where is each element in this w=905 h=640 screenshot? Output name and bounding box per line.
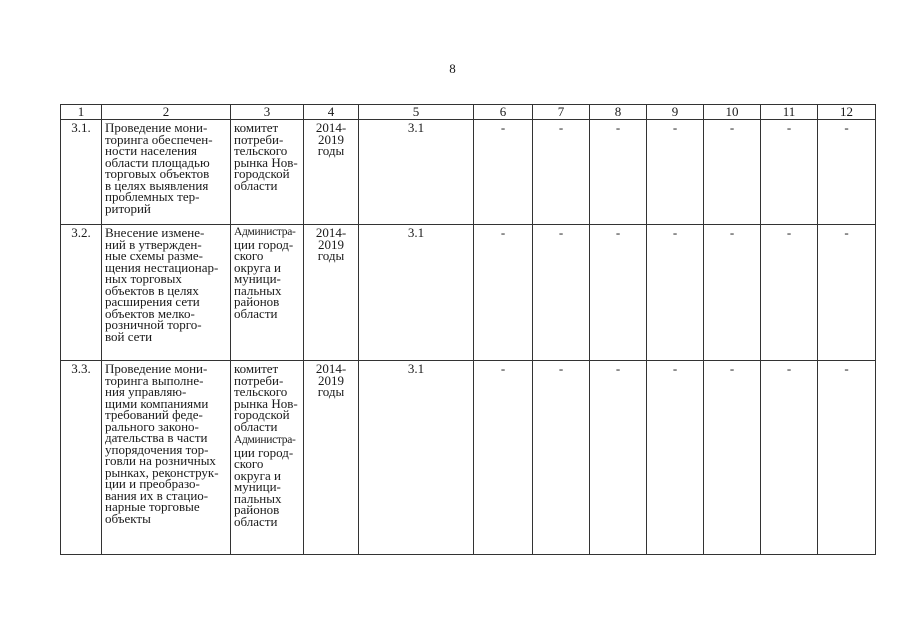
table-row xyxy=(61,120,876,225)
description-line: дательства в части xyxy=(105,430,208,445)
description-line: рального законо- xyxy=(105,418,199,434)
description-line: ния управляю- xyxy=(105,384,187,399)
value-cell-8: - xyxy=(590,361,647,555)
row-number: 3.3. xyxy=(61,361,102,555)
executor-line: Администра- xyxy=(234,226,296,238)
value-cell-12: - xyxy=(818,225,876,361)
description-line: рынках, реконструк- xyxy=(105,464,219,480)
description-line: объектов в целях xyxy=(105,282,199,298)
period-line: 2014- xyxy=(315,120,347,135)
executor-line: округа и xyxy=(234,259,281,275)
row-number: 3.1. xyxy=(61,120,102,225)
executor-line: области xyxy=(234,418,278,434)
executor-line: области xyxy=(234,513,278,529)
target-indicator: 3.1 xyxy=(359,361,474,555)
column-header-1: 1 xyxy=(61,105,102,120)
description-line: вания их в стацио- xyxy=(105,487,209,503)
executor-line: муници- xyxy=(234,271,281,286)
executor-block xyxy=(234,227,302,319)
executor-line: пальных xyxy=(234,282,282,298)
description-line: ных торговых xyxy=(105,271,182,286)
description-line: расширения сети xyxy=(105,294,200,309)
description-line: нарные торговые xyxy=(105,499,200,514)
executor-line: городской xyxy=(234,407,290,422)
executor-line: районов xyxy=(234,294,280,309)
executor-line: области xyxy=(234,177,278,193)
period-line: 2019 xyxy=(318,236,344,252)
table-row xyxy=(61,225,876,361)
table-body xyxy=(61,120,876,555)
value-cell-12: - xyxy=(818,120,876,225)
executor-line: области xyxy=(234,305,278,321)
value-cell-9: - xyxy=(647,361,704,555)
executor-line: тельского xyxy=(234,384,288,399)
description-line: требований феде- xyxy=(105,407,203,422)
value-cell-6: - xyxy=(474,361,533,555)
column-header-10: 10 xyxy=(704,105,761,120)
executor-line: Администра- xyxy=(234,434,296,446)
table-row xyxy=(61,361,876,555)
column-header-5: 5 xyxy=(359,105,474,120)
period-line: 2019 xyxy=(318,131,344,147)
executor-line: ского xyxy=(234,456,264,471)
column-header-3: 3 xyxy=(231,105,304,120)
executor-line: округа и xyxy=(234,467,281,483)
value-cell-11: - xyxy=(761,361,818,555)
period-line: 2014- xyxy=(315,225,347,240)
period-cell xyxy=(304,361,359,555)
value-cell-9: - xyxy=(647,120,704,225)
executor-line: ции город- xyxy=(234,236,294,252)
activity-description xyxy=(102,225,231,361)
description-line: объекты xyxy=(105,510,151,526)
executor-line: ции город- xyxy=(234,444,294,460)
description-line: торинга обеспечен- xyxy=(105,131,213,147)
value-cell-7: - xyxy=(533,225,590,361)
executor-block xyxy=(234,122,302,191)
program-table xyxy=(60,104,876,555)
executor-cell xyxy=(231,225,304,361)
executor-line: муници- xyxy=(234,479,281,494)
description-line: ции и преобразо- xyxy=(105,476,200,491)
value-cell-11: - xyxy=(761,120,818,225)
description-line: упорядочения тор- xyxy=(105,441,209,457)
description-line: вой сети xyxy=(105,328,153,344)
column-header-8: 8 xyxy=(590,105,647,120)
description-line: ности населения xyxy=(105,143,198,158)
executor-block xyxy=(234,363,302,432)
value-cell-6: - xyxy=(474,225,533,361)
column-header-12: 12 xyxy=(818,105,876,120)
activity-description xyxy=(102,361,231,555)
value-cell-12: - xyxy=(818,361,876,555)
activity-description xyxy=(102,120,231,225)
value-cell-9: - xyxy=(647,225,704,361)
executor-line: районов xyxy=(234,502,280,517)
description-line: Проведение мони- xyxy=(105,120,208,135)
row-number: 3.2. xyxy=(61,225,102,361)
target-indicator: 3.1 xyxy=(359,120,474,225)
column-header-2: 2 xyxy=(102,105,231,120)
executor-line: тельского xyxy=(234,143,288,158)
value-cell-10: - xyxy=(704,225,761,361)
description-line: проблемных тер- xyxy=(105,189,200,204)
description-line: торговых объектов xyxy=(105,166,210,181)
description-line: розничной торго- xyxy=(105,317,202,332)
value-cell-6: - xyxy=(474,120,533,225)
period-cell xyxy=(304,225,359,361)
description-line: объектов мелко- xyxy=(105,305,195,321)
period-line: 2019 xyxy=(318,372,344,388)
page-number: 8 xyxy=(449,61,456,76)
column-header-6: 6 xyxy=(474,105,533,120)
executor-block xyxy=(234,435,302,527)
executor-line: ского xyxy=(234,248,264,263)
value-cell-10: - xyxy=(704,120,761,225)
description-line: торинга выполне- xyxy=(105,372,204,388)
period-cell xyxy=(304,120,359,225)
header-row xyxy=(61,105,876,120)
value-cell-10: - xyxy=(704,361,761,555)
column-header-7: 7 xyxy=(533,105,590,120)
value-cell-8: - xyxy=(590,225,647,361)
executor-line: комитет xyxy=(234,361,279,376)
description-line: области площадью xyxy=(105,154,210,170)
executor-line: городской xyxy=(234,166,290,181)
description-line: Внесение измене- xyxy=(105,225,205,240)
executor-line: потреби- xyxy=(234,372,284,388)
column-header-9: 9 xyxy=(647,105,704,120)
description-line: ний в утвержден- xyxy=(105,236,202,252)
description-line: щими компаниями xyxy=(105,395,209,411)
period-line: годы xyxy=(317,384,345,399)
executor-line: рынка Нов- xyxy=(234,395,298,411)
description-line: риторий xyxy=(105,200,151,216)
description-line: говли на розничных xyxy=(105,453,216,468)
description-line: Проведение мони- xyxy=(105,361,208,376)
executor-line: комитет xyxy=(234,120,279,135)
column-header-4: 4 xyxy=(304,105,359,120)
description-line: ные схемы разме- xyxy=(105,248,204,263)
value-cell-7: - xyxy=(533,120,590,225)
description-line: щения нестационар- xyxy=(105,259,219,275)
executor-cell xyxy=(231,120,304,225)
value-cell-8: - xyxy=(590,120,647,225)
period-line: 2014- xyxy=(315,361,347,376)
period-line: годы xyxy=(317,248,345,263)
description-line: в целях выявления xyxy=(105,177,209,193)
value-cell-7: - xyxy=(533,361,590,555)
executor-cell xyxy=(231,361,304,555)
period-line: годы xyxy=(317,143,345,158)
column-header-11: 11 xyxy=(761,105,818,120)
executor-line: потреби- xyxy=(234,131,284,147)
target-indicator: 3.1 xyxy=(359,225,474,361)
executor-line: рынка Нов- xyxy=(234,154,298,170)
executor-line: пальных xyxy=(234,490,282,506)
value-cell-11: - xyxy=(761,225,818,361)
